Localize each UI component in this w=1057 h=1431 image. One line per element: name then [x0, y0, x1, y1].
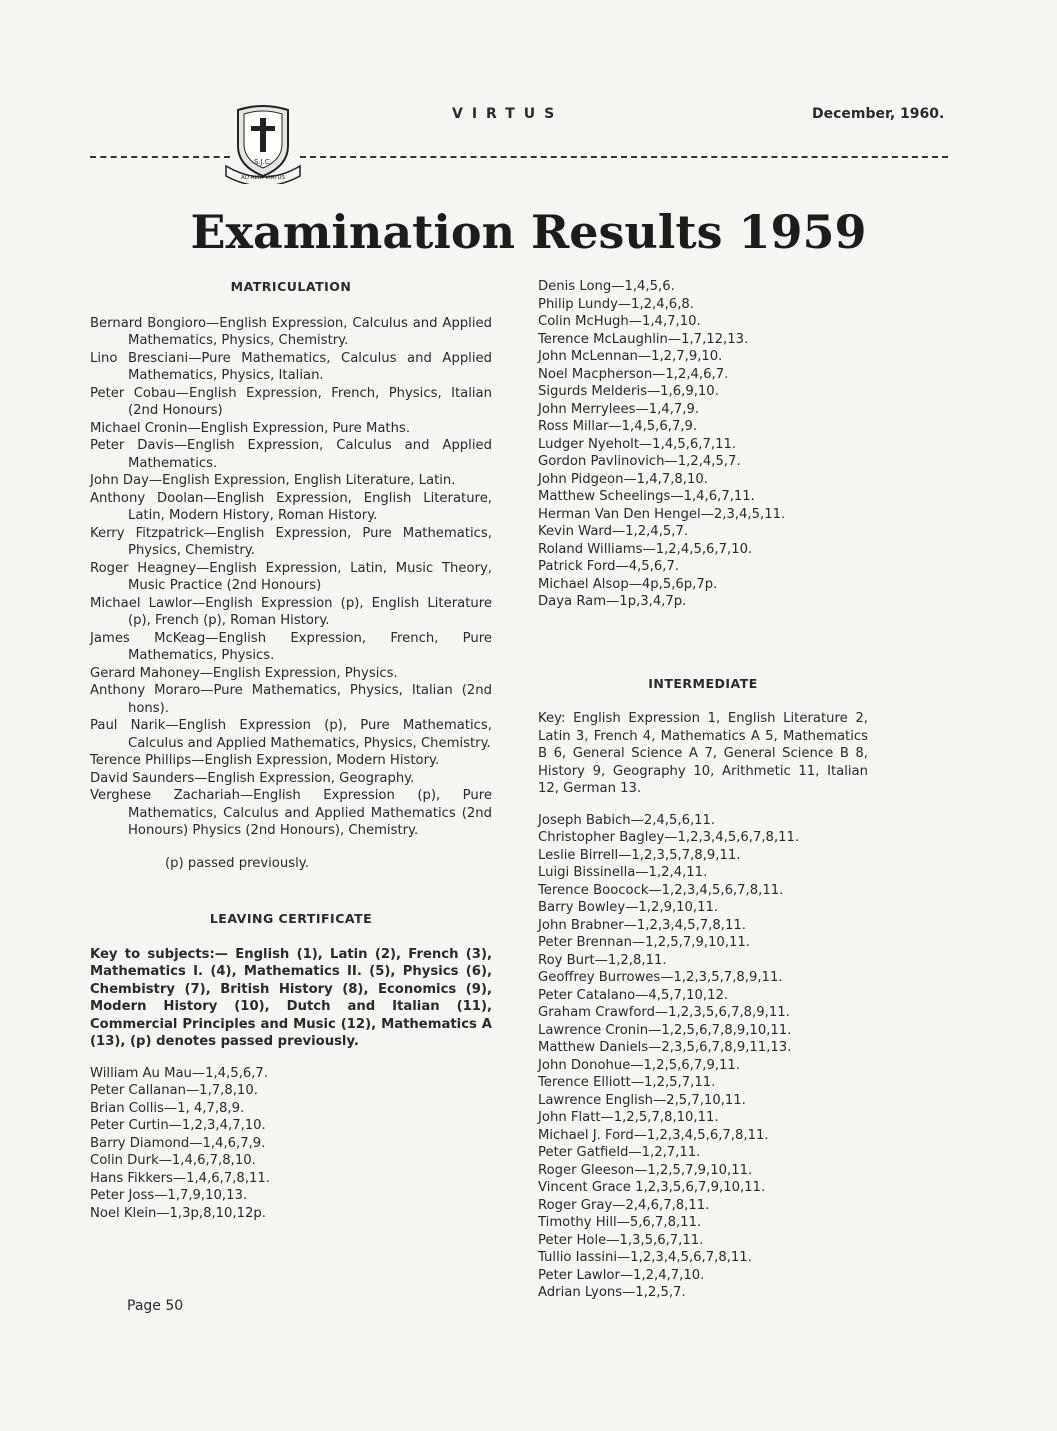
- leaving-certificate-entry: Denis Long—1,4,5,6.: [538, 279, 675, 294]
- leaving-certificate-entry: Herman Van Den Hengel—2,3,4,5,11.: [538, 506, 786, 522]
- matriculation-entry: Terence Phillips—English Expression, Modern History.: [90, 753, 440, 768]
- leaving-certificate-heading: LEAVING CERTIFICATE: [209, 911, 373, 926]
- matriculation-entry: Peter Davis—English Expression, Calculus and Applied Mathematics.: [90, 438, 492, 471]
- matriculation-entry: Lino Bresciani—Pure Mathematics, Calculus and Applied Mathematics, Physics, Italian.: [90, 350, 492, 383]
- intermediate-entry: Lawrence English—2,5,7,10,11.: [538, 1092, 746, 1108]
- matriculation-entry: Roger Heagney—English Expression, Latin, Music Theory, Music Practice (2nd Honours): [90, 560, 492, 593]
- intermediate-entry: Joseph Babich—2,4,5,6,11.: [538, 812, 716, 828]
- leaving-certificate-entry: John Pidgeon—1,4,7,8,10.: [538, 471, 708, 487]
- leaving-certificate-entry: Sigurds Melderis—1,6,9,10.: [538, 384, 719, 399]
- matriculation-entry: Gerard Mahoney—English Expression, Physics.: [90, 665, 398, 681]
- matriculation-entry: Bernard Bongioro—English Expression, Calculus and Applied Mathematics, Physics, Chemistry.: [90, 315, 492, 348]
- intermediate-entry: Michael J. Ford—1,2,3,4,5,6,7,8,11.: [538, 1127, 769, 1143]
- leaving-certificate-entry: Peter Joss—1,7,9,10,13.: [90, 1188, 248, 1203]
- leaving-certificate-entry: Matthew Scheelings—1,4,6,7,11.: [538, 489, 755, 504]
- publication-name: VIRTUS: [452, 106, 564, 122]
- leaving-certificate-entry: Daya Ram—1p,3,4,7p.: [538, 594, 687, 609]
- matriculation-entry: David Saunders—English Expression, Geography.: [90, 770, 415, 786]
- leaving-certificate-entry: Brian Collis—1, 4,7,8,9.: [90, 1100, 245, 1116]
- intermediate-entry: Leslie Birrell—1,2,3,5,7,8,9,11.: [538, 847, 741, 863]
- leaving-certificate-entry: Gordon Pavlinovich—1,2,4,5,7.: [538, 454, 741, 469]
- leaving-certificate-list-left: [90, 1065, 492, 1223]
- leaving-certificate-entry: Patrick Ford—4,5,6,7.: [538, 559, 680, 574]
- leaving-certificate-entry: John McLennan—1,2,7,9,10.: [538, 349, 723, 364]
- intermediate-entry: Adrian Lyons—1,2,5,7.: [538, 1285, 686, 1300]
- masthead-rule-right: [300, 156, 948, 158]
- matriculation-entry: Paul Narik—English Expression (p), Pure Mathematics, Calculus and Applied Mathematics, Physics, Chemistry.: [90, 718, 492, 751]
- page-number: Page 50: [127, 1298, 184, 1314]
- matriculation-entry: Anthony Moraro—Pure Mathematics, Physics, Italian (2nd hons).: [90, 683, 492, 716]
- intermediate-entry: Vincent Grace 1,2,3,5,6,7,9,10,11.: [538, 1180, 766, 1195]
- leaving-certificate-entry: Michael Alsop—4p,5,6p,7p.: [538, 576, 718, 592]
- leaving-certificate-entry: Noel Macpherson—1,2,4,6,7.: [538, 366, 729, 382]
- matriculation-entry: Michael Cronin—English Expression, Pure Maths.: [90, 420, 411, 436]
- intermediate-entry: Barry Bowley—1,2,9,10,11.: [538, 900, 719, 915]
- matriculation-entry: James McKeag—English Expression, French, Pure Mathematics, Physics.: [90, 630, 492, 663]
- matriculation-entry: Kerry Fitzpatrick—English Expression, Pure Mathematics, Physics, Chemistry.: [90, 525, 492, 558]
- matriculation-entry: Peter Cobau—English Expression, French, Physics, Italian (2nd Honours): [90, 385, 492, 418]
- intermediate-entry: Terence Elliott—1,2,5,7,11.: [538, 1075, 716, 1090]
- intermediate-entry: Peter Brennan—1,2,5,7,9,10,11.: [538, 935, 750, 950]
- intermediate-entry: John Donohue—1,2,5,6,7,9,11.: [538, 1057, 740, 1073]
- leaving-certificate-key: Key to subjects:— English (1), Latin (2), French (3), Mathematics I. (4), Mathematics II. (5), Physics (6), Chembistry (7), British History (8), Economics (9), Modern History (10), Dutch and Italian (11), Commercial Principles and Music (12), Mathematics A (13), (p) denotes passed previously.: [90, 946, 492, 1049]
- leaving-certificate-list-right: [538, 278, 868, 611]
- intermediate-entry: Peter Catalano—4,5,7,10,12.: [538, 987, 729, 1003]
- intermediate-entry: Terence Boocock—1,2,3,4,5,6,7,8,11.: [538, 882, 784, 898]
- matriculation-entry: Anthony Doolan—English Expression, English Literature, Latin, Modern History, Roman History.: [90, 490, 492, 523]
- intermediate-entry: Christopher Bagley—1,2,3,4,5,6,7,8,11.: [538, 830, 800, 845]
- right-column: [538, 278, 868, 1302]
- leaving-certificate-entry: Noel Klein—1,3p,8,10,12p.: [90, 1205, 266, 1221]
- crest-initials: S.J.C.: [253, 158, 273, 166]
- leaving-certificate-entry: Philip Lundy—1,2,4,6,8.: [538, 296, 694, 312]
- leaving-certificate-entry: Colin McHugh—1,4,7,10.: [538, 314, 701, 329]
- leaving-certificate-entry: John Merrylees—1,4,7,9.: [538, 401, 700, 417]
- leaving-certificate-entry: Barry Diamond—1,4,6,7,9.: [90, 1135, 266, 1151]
- matriculation-list: [90, 315, 492, 840]
- intermediate-entry: Luigi Bissinella—1,2,4,11.: [538, 865, 708, 880]
- matriculation-entry: Michael Lawlor—English Expression (p), English Literature (p), French (p), Roman History.: [90, 595, 492, 628]
- matriculation-entry: John Day—English Expression, English Literature, Latin.: [90, 473, 456, 488]
- leaving-certificate-entry: William Au Mau—1,4,5,6,7.: [90, 1065, 269, 1081]
- matriculation-heading: MATRICULATION: [230, 279, 352, 294]
- leaving-certificate-entry: Hans Fikkers—1,4,6,7,8,11.: [90, 1170, 270, 1186]
- left-column: [90, 278, 492, 1222]
- leaving-certificate-entry: Ludger Nyeholt—1,4,5,6,7,11.: [538, 436, 737, 452]
- intermediate-entry: John Flatt—1,2,5,7,8,10,11.: [538, 1110, 719, 1125]
- leaving-certificate-entry: Peter Callanan—1,7,8,10.: [90, 1083, 258, 1098]
- intermediate-entry: Peter Hole—1,3,5,6,7,11.: [538, 1232, 704, 1248]
- intermediate-entry: Roger Gray—2,4,6,7,8,11.: [538, 1197, 710, 1213]
- leaving-certificate-entry: Ross Millar—1,4,5,6,7,9.: [538, 419, 698, 434]
- matriculation-entry: Verghese Zachariah—English Expression (p), Pure Mathematics, Calculus and Applied Mathematics (2nd Honours) Physics (2nd Honours), Chemistry.: [90, 788, 492, 838]
- crest-motto: AD ALTA VIRTUS: [241, 175, 285, 181]
- intermediate-list: [538, 812, 868, 1302]
- page-title: Examination Results 1959: [190, 205, 867, 259]
- masthead-rule-left: [90, 156, 230, 158]
- intermediate-entry: Peter Lawlor—1,2,4,7,10.: [538, 1267, 705, 1283]
- intermediate-entry: Roy Burt—1,2,8,11.: [538, 952, 667, 968]
- intermediate-entry: Roger Gleeson—1,2,5,7,9,10,11.: [538, 1162, 753, 1178]
- intermediate-entry: Geoffrey Burrowes—1,2,3,5,7,8,9,11.: [538, 970, 783, 985]
- leaving-certificate-entry: Terence McLaughlin—1,7,12,13.: [538, 331, 749, 347]
- school-crest-icon: [224, 104, 302, 184]
- intermediate-entry: Tullio Iassini—1,2,3,4,5,6,7,8,11.: [538, 1250, 752, 1265]
- masthead: [0, 0, 1057, 200]
- leaving-certificate-entry: Colin Durk—1,4,6,7,8,10.: [90, 1153, 256, 1168]
- intermediate-entry: Graham Crawford—1,2,3,5,6,7,8,9,11.: [538, 1005, 790, 1020]
- passed-previously-note: (p) passed previously.: [165, 855, 309, 871]
- intermediate-entry: John Brabner—1,2,3,4,5,7,8,11.: [538, 917, 746, 933]
- intermediate-entry: Peter Gatfield—1,2,7,11.: [538, 1145, 701, 1160]
- intermediate-heading: INTERMEDIATE: [648, 675, 758, 691]
- intermediate-entry: Lawrence Cronin—1,2,5,6,7,8,9,10,11.: [538, 1022, 792, 1038]
- leaving-certificate-entry: Kevin Ward—1,2,4,5,7.: [538, 524, 689, 539]
- leaving-certificate-entry: Roland Williams—1,2,4,5,6,7,10.: [538, 541, 753, 557]
- intermediate-key: Key: English Expression 1, English Literature 2, Latin 3, French 4, Mathematics A 5, Mathematics B 6, General Science A 7, General Science B 8, History 9, Geography 10, Arithmetic 11, Italian 12, German 13.: [538, 711, 868, 796]
- intermediate-entry: Timothy Hill—5,6,7,8,11.: [538, 1215, 702, 1230]
- leaving-certificate-entry: Peter Curtin—1,2,3,4,7,10.: [90, 1118, 266, 1133]
- intermediate-entry: Matthew Daniels—2,3,5,6,7,8,9,11,13.: [538, 1040, 792, 1055]
- issue-date: December, 1960.: [812, 106, 945, 122]
